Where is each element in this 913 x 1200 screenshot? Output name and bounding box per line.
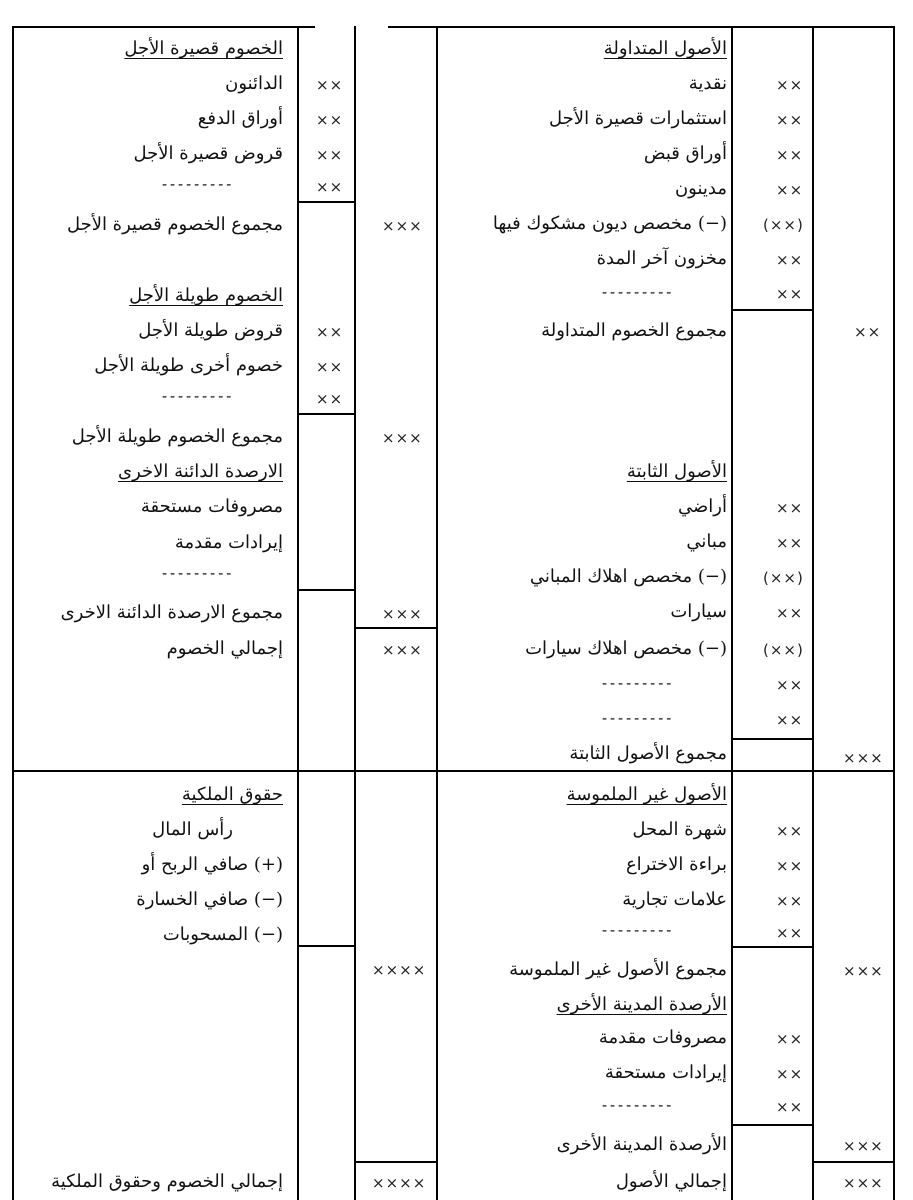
list-item: (+) صافي الربح أو [141, 854, 283, 875]
list-item: إيرادات مستحقة [604, 1062, 727, 1083]
list-item: مدينون [674, 178, 727, 199]
long-term-liabilities-total-amount: ××× [382, 429, 423, 447]
current-assets-heading: الأصول المتداولة [603, 38, 727, 59]
current-assets-total-amount: ×× [854, 323, 882, 341]
list-item: مخزون آخر المدة [596, 248, 727, 269]
rule [297, 201, 356, 203]
list-item: الدائنون [225, 73, 283, 94]
rule [354, 627, 438, 629]
list-item: --------- [160, 175, 233, 193]
long-term-liabilities-heading: الخصوم طويلة الأجل [129, 285, 283, 306]
amount: ×× [776, 604, 804, 622]
amount: ×× [316, 323, 344, 341]
list-item: (−) مخصص ديون مشكوك فيها [492, 213, 727, 234]
list-item: --------- [600, 283, 673, 301]
other-debit-total-label: الأرصدة المدينة الأخرى [556, 1134, 727, 1155]
amount: ×× [316, 111, 344, 129]
fixed-assets-total-amount: ××× [843, 749, 884, 767]
equity-total-amount: ×××× [372, 961, 427, 979]
amount: ×× [776, 111, 804, 129]
list-item: (−) مخصص اهلاك المباني [529, 566, 727, 587]
list-item: --------- [600, 1096, 673, 1114]
amount: (××) [763, 216, 804, 234]
other-credit-heading: الارصدة الدائنة الاخرى [117, 461, 283, 482]
amount: ×× [776, 251, 804, 269]
frame-top-left [12, 26, 315, 28]
list-item: --------- [600, 674, 673, 692]
intangible-assets-total-amount: ××× [843, 962, 884, 980]
amount: ×× [776, 146, 804, 164]
list-item: نقدية [688, 73, 727, 94]
other-credit-total-label: مجموع الارصدة الدائنة الاخرى [60, 602, 283, 623]
list-item: أوراق قبض [643, 143, 727, 164]
equity-heading: حقوق الملكية [181, 784, 283, 805]
rule [297, 413, 356, 415]
frame-right [893, 26, 895, 1200]
right-col-a [731, 26, 733, 1200]
rule [731, 946, 814, 948]
list-item: استثمارات قصيرة الأجل [549, 108, 727, 129]
rule [731, 309, 814, 311]
right-col-b [812, 26, 814, 1200]
amount: (××) [763, 641, 804, 659]
rule [731, 738, 814, 740]
amount: ×× [776, 534, 804, 552]
fixed-assets-heading: الأصول الثابتة [626, 461, 727, 482]
intangible-assets-heading: الأصول غير الملموسة [566, 784, 727, 805]
amount: ×× [776, 892, 804, 910]
amount: ×× [776, 711, 804, 729]
amount: ×× [776, 181, 804, 199]
list-item: رأس المال [152, 819, 233, 840]
list-item: --------- [600, 921, 673, 939]
list-item: --------- [160, 564, 233, 582]
long-term-liabilities-total-label: مجموع الخصوم طويلة الأجل [71, 426, 283, 447]
list-item: قروض قصيرة الأجل [133, 143, 283, 164]
list-item: (−) صافي الخسارة [136, 889, 283, 910]
amount: ×× [316, 76, 344, 94]
total-liabilities-amount: ××× [382, 641, 423, 659]
rule [812, 1161, 895, 1163]
rule [297, 589, 356, 591]
list-item: --------- [600, 709, 673, 727]
list-item: --------- [160, 387, 233, 405]
amount: ×× [776, 676, 804, 694]
list-item: شهرة المحل [632, 819, 727, 840]
list-item: مصروفات مستحقة [140, 496, 283, 517]
amount: ×× [776, 499, 804, 517]
amount: ×× [776, 1098, 804, 1116]
amount: ×× [776, 1065, 804, 1083]
amount: ×× [776, 857, 804, 875]
total-liabilities-label: إجمالي الخصوم [166, 638, 283, 659]
frame-middle [436, 26, 438, 1200]
amount: ×× [776, 1030, 804, 1048]
grand-total-liabilities-equity-label: إجمالي الخصوم وحقوق الملكية [51, 1171, 283, 1192]
list-item: خصوم أخرى طويلة الأجل [94, 355, 283, 376]
fixed-assets-total-label: مجموع الأصول الثابتة [569, 743, 727, 764]
current-liabilities-total-amount: ××× [382, 217, 423, 235]
current-liabilities-total-label: مجموع الخصوم قصيرة الأجل [66, 214, 283, 235]
amount: ×× [776, 76, 804, 94]
rule [354, 1161, 438, 1163]
list-item: براءة الاختراع [625, 854, 727, 875]
list-item: أراضي [678, 496, 727, 517]
grand-total-liabilities-equity-amount: ×××× [372, 1174, 427, 1192]
current-assets-total-label: مجموع الخصوم المتداولة [541, 320, 727, 341]
grand-total-assets-amount: ××× [843, 1174, 884, 1192]
other-credit-total-amount: ××× [382, 605, 423, 623]
list-item: أوراق الدفع [197, 108, 283, 129]
frame-left [12, 26, 14, 1200]
list-item: (−) مخصص اهلاك سيارات [525, 638, 727, 659]
list-item: مصروفات مقدمة [598, 1027, 727, 1048]
intangible-assets-total-label: مجموع الأصول غير الملموسة [509, 959, 727, 980]
list-item: علامات تجارية [622, 889, 727, 910]
amount: ×× [316, 178, 344, 196]
list-item: (−) المسحوبات [162, 924, 283, 945]
current-liabilities-heading: الخصوم قصيرة الأجل [124, 38, 283, 59]
grand-total-assets-label: إجمالي الأصول [615, 1171, 727, 1192]
section-divider [12, 770, 895, 772]
other-debit-heading: الأرصدة المدينة الأخرى [556, 994, 727, 1015]
rule [297, 945, 356, 947]
amount: ×× [316, 390, 344, 408]
list-item: قروض طويلة الأجل [138, 320, 283, 341]
amount: ×× [316, 358, 344, 376]
list-item: مباني [686, 531, 727, 552]
list-item: إيرادات مقدمة [174, 532, 283, 553]
list-item: سيارات [670, 601, 727, 622]
amount: ×× [776, 285, 804, 303]
amount: ×× [776, 822, 804, 840]
amount: ×× [316, 146, 344, 164]
amount: (××) [763, 569, 804, 587]
frame-top-right [388, 26, 894, 28]
other-debit-total-amount: ××× [843, 1137, 884, 1155]
amount: ×× [776, 924, 804, 942]
rule [731, 1124, 814, 1126]
